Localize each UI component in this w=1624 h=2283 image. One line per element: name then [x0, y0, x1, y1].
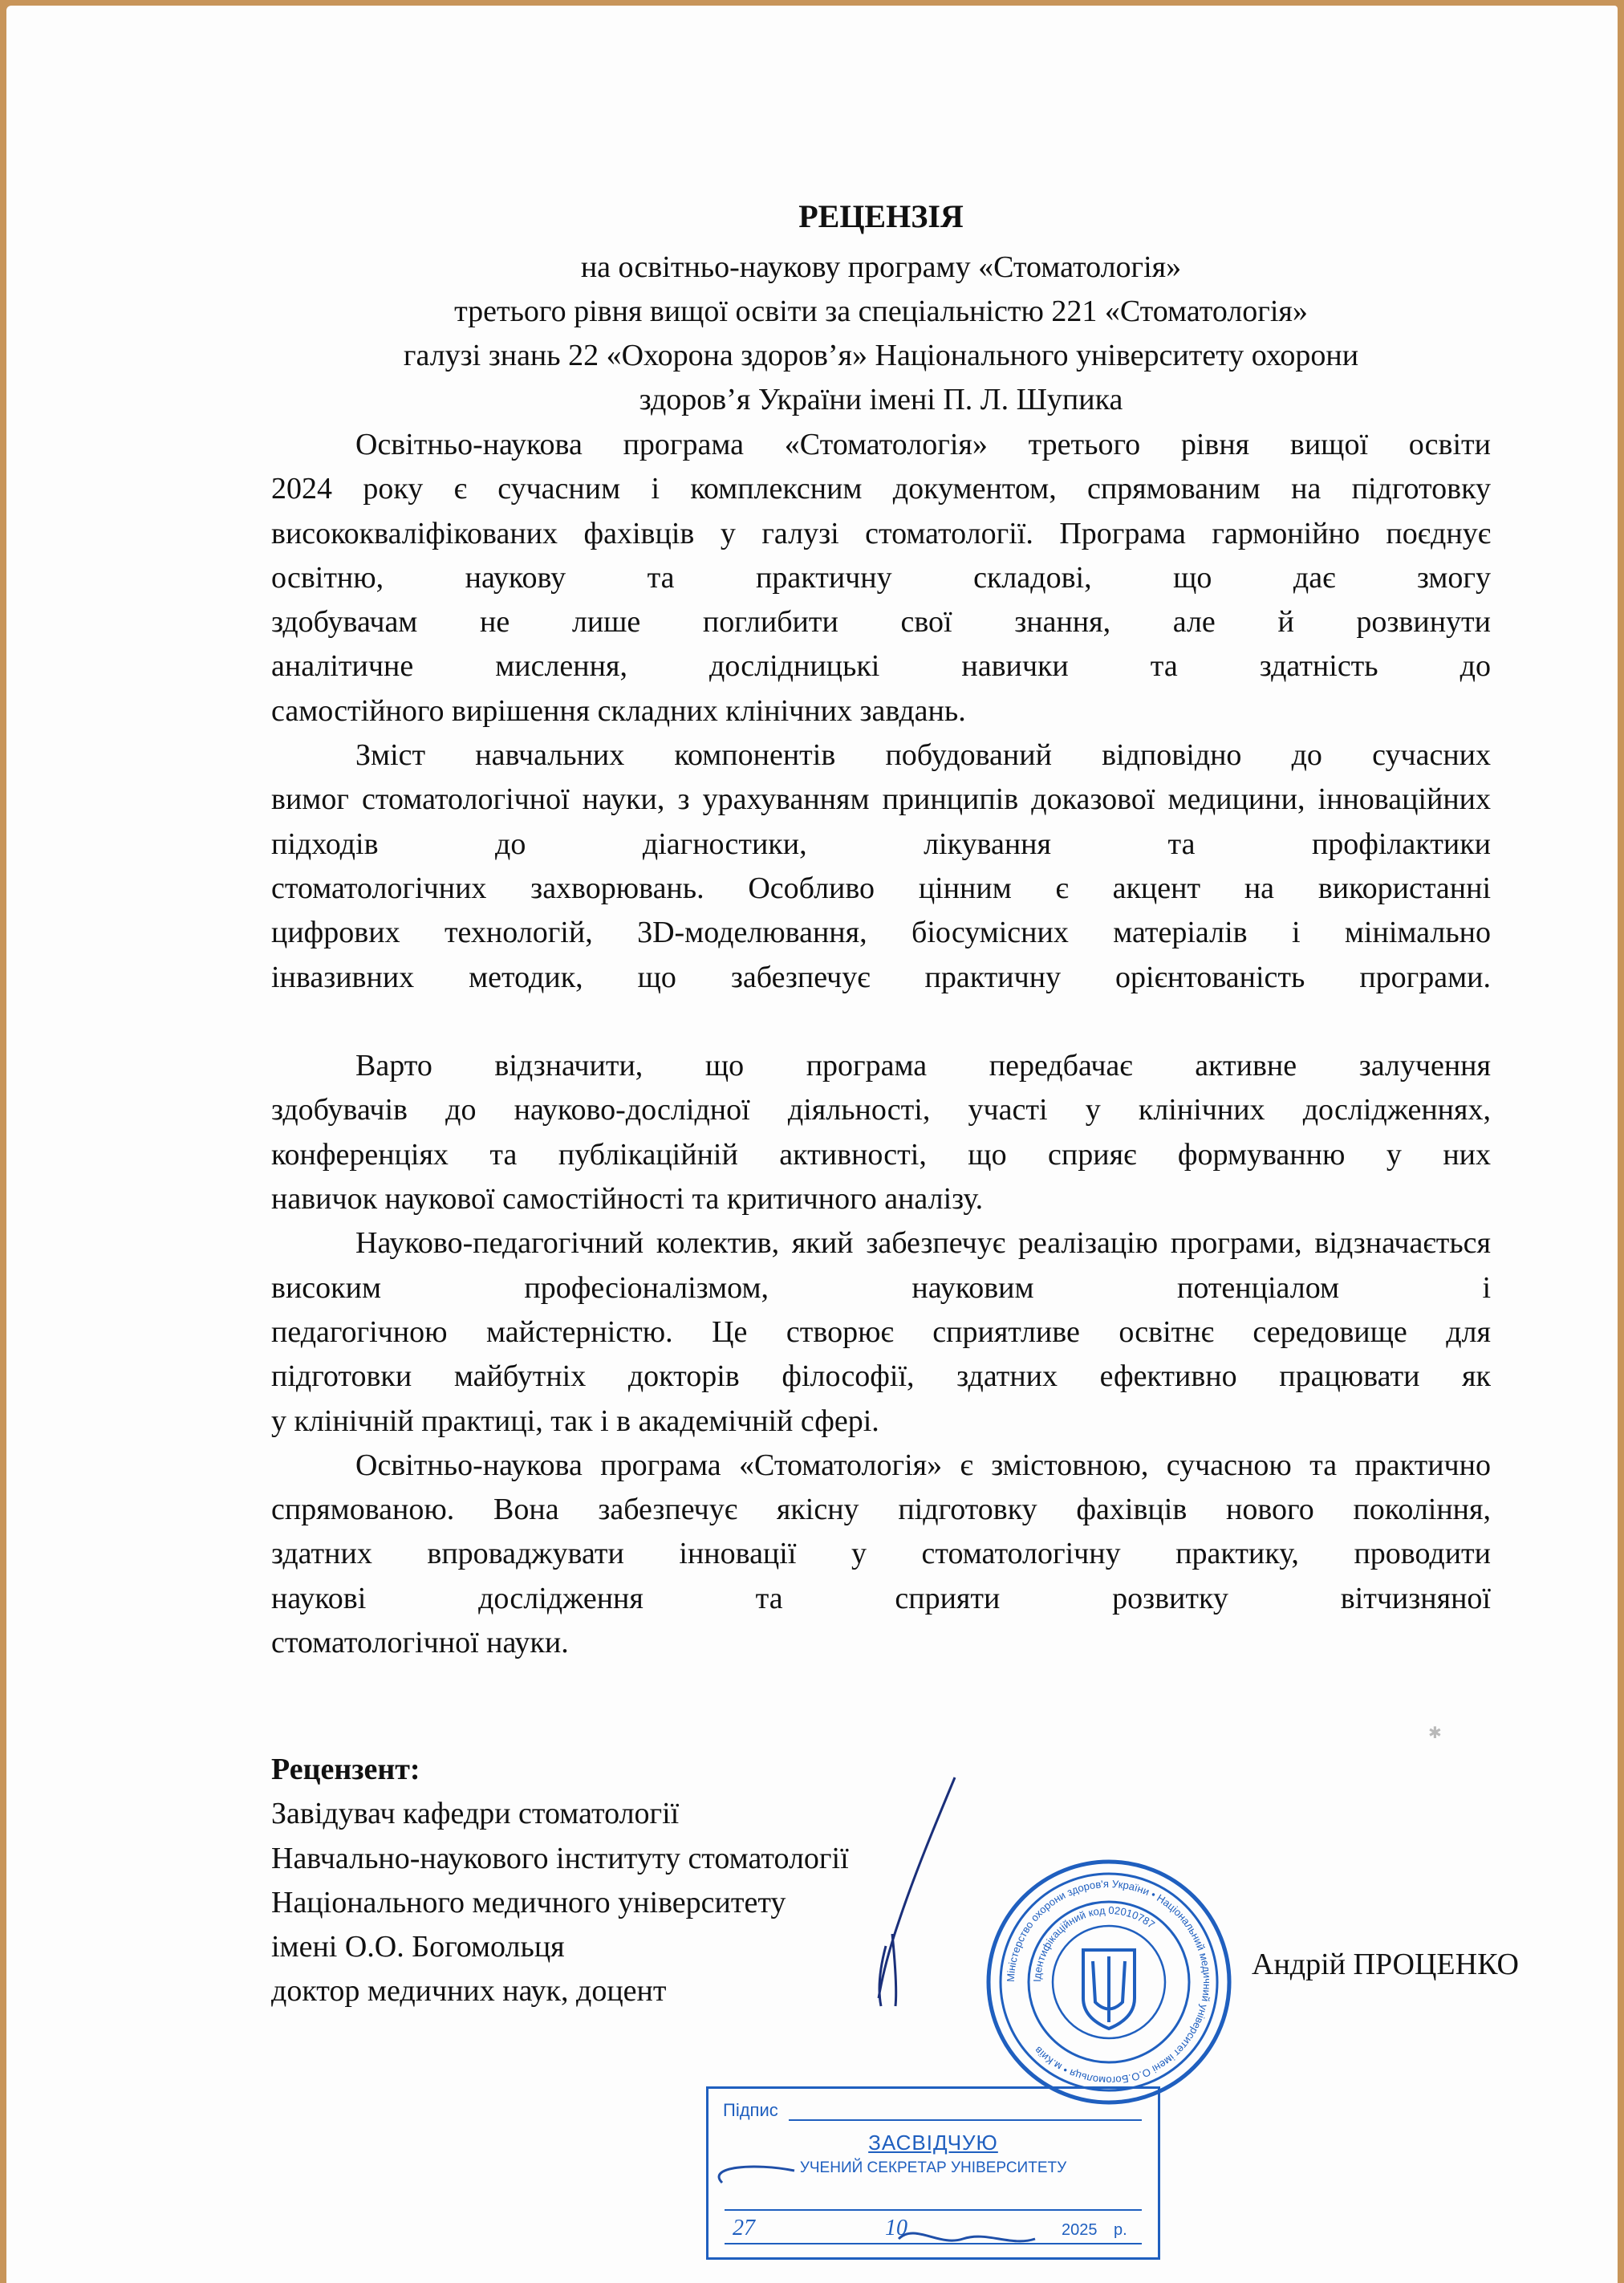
secretary-signature-line — [725, 2209, 1142, 2211]
paragraph-line: у клінічній практиці, так і в академічній сфері. — [271, 1404, 879, 1438]
signature-label: Підпис — [723, 2100, 778, 2120]
reviewer-position-line: доктор медичних наук, доцент — [271, 1974, 667, 2009]
paragraph-line: інвазивних методик, що забезпечує практичну орієнтованість програми. — [271, 960, 1491, 994]
paragraph-line: педагогічною майстерністю. Це створює сприятливе освітнє середовище для — [271, 1314, 1491, 1349]
paragraph — [271, 1221, 1491, 1443]
certify-text: ЗАСВІДЧУЮ — [868, 2131, 998, 2155]
paragraph-line: Зміст навчальних компонентів побудований відповідно до сучасних — [355, 738, 1491, 773]
paragraph-line: підготовки майбутніх докторів філософії, здатних ефективно працювати як — [271, 1359, 1491, 1394]
certification-stamp — [706, 2086, 1160, 2260]
stamp-year: 2025 — [1062, 2221, 1098, 2239]
subtitle-line: галузі знань 22 «Охорона здоров’я» Національного університету охорони — [403, 339, 1359, 372]
reviewer-block — [271, 1748, 849, 2014]
paragraph-line: стоматологічних захворювань. Особливо цінним є акцент на використанні — [271, 871, 1491, 905]
paragraph-line — [271, 1000, 1491, 1044]
paragraph-line: цифрових технологій, 3D-моделювання, біосумісних матеріалів і мінімально — [271, 916, 1491, 950]
paragraph-line: вимог стоматологічної науки, з урахуванням принципів доказової медицини, інноваційних — [271, 782, 1491, 817]
document-title: РЕЦЕНЗІЯ — [798, 198, 964, 234]
paragraph-line: висококваліфікованих фахівців у галузі стоматології. Програма гармонійно поєднує — [271, 516, 1491, 550]
seal-outer-text: Міністерство охорони здоров'я України • Національний медичний університет імені О.О.Богомольця • м.Київ — [1004, 1877, 1214, 2087]
paragraph-line: здобувачам не лише поглибити свої знання, але й розвинути — [271, 605, 1491, 640]
reviewer-position-line: Навчально-наукового інституту стоматології — [271, 1841, 849, 1875]
paragraph-line: Освітньо-наукова програма «Стоматологія» є змістовною, сучасною та практично — [355, 1448, 1491, 1482]
document-subtitle — [271, 246, 1491, 422]
paragraph — [271, 733, 1491, 1044]
paragraph-line: конференціях та публікаційній активності, що сприяє формуванню у них — [271, 1137, 1491, 1172]
paragraph — [271, 1444, 1491, 1665]
paragraph — [271, 1044, 1491, 1221]
paragraph-line: здобувачів до науково-дослідної діяльності, участі у клінічних дослідженнях, — [271, 1093, 1491, 1127]
subtitle-line: третього рівня вищої освіти за спеціальністю 221 «Стоматологія» — [454, 295, 1308, 328]
reviewer-position-line: Завідувач кафедри стоматології — [271, 1797, 680, 1831]
paragraph-line: підходів до діагностики, лікування та профілактики — [271, 827, 1491, 861]
paragraph-line: Освітньо-наукова програма «Стоматологія» третього рівня вищої освіти — [355, 428, 1491, 461]
paragraph-line: Науково-педагогічний колектив, який забезпечує реалізацію програми, відзначається — [355, 1226, 1491, 1261]
paragraph-line: наукові дослідження та сприяти розвитку вітчизняної — [271, 1581, 1491, 1615]
paragraph — [271, 423, 1491, 733]
paragraph-line: спрямованою. Вона забезпечує якісну підготовку фахівців нового покоління, — [271, 1493, 1491, 1527]
stamp-day: 27 — [733, 2216, 755, 2240]
seal-inner-text: Ідентифікаційний код 02010787 — [1030, 1903, 1158, 1983]
date-line — [725, 2243, 1142, 2244]
paragraph-line: аналітичне мислення, дослідницькі навички та здатність до — [271, 649, 1491, 684]
paragraph-line: навичок наукової самостійності та критичного аналізу. — [271, 1182, 984, 1217]
reviewer-position-line: Національного медичного університету — [271, 1885, 786, 1919]
paragraph-line: Варто відзначити, що програма передбачає активне залучення — [355, 1049, 1491, 1083]
reviewer-position-line: імені О.О. Богомольця — [271, 1930, 565, 1964]
stamp-month: 10 — [885, 2216, 907, 2240]
paragraph-line: здатних впроваджувати інновації у стоматологічну практику, проводити — [271, 1537, 1491, 1571]
paragraph-line: освітню, наукову та практичну складові, що дає змогу — [271, 560, 1491, 595]
paragraph-line: стоматологічної науки. — [271, 1626, 569, 1660]
paragraph-line: високим професіоналізмом, науковим потенціалом і — [271, 1270, 1491, 1305]
reviewer-name: Андрій ПРОЦЕНКО — [1252, 1948, 1519, 1981]
subtitle-line: здоров’я України імені П. Л. Шупика — [639, 383, 1123, 416]
document-body — [271, 423, 1491, 1665]
reviewer-label: Рецензент: — [271, 1753, 420, 1786]
speck-mark: ✱ — [1428, 1724, 1442, 1742]
paragraph-line: самостійного вирішення складних клінічних завдань. — [271, 693, 966, 728]
stamp-year-suffix: р. — [1114, 2221, 1127, 2239]
signature-line — [789, 2119, 1142, 2121]
secretary-role: УЧЕНИЙ СЕКРЕТАР УНІВЕРСИТЕТУ — [799, 2159, 1067, 2176]
paragraph-line: 2024 року є сучасним і комплексним документом, спрямованим на підготовку — [271, 472, 1491, 506]
subtitle-line: на освітньо-наукову програму «Стоматологія» — [580, 250, 1182, 284]
